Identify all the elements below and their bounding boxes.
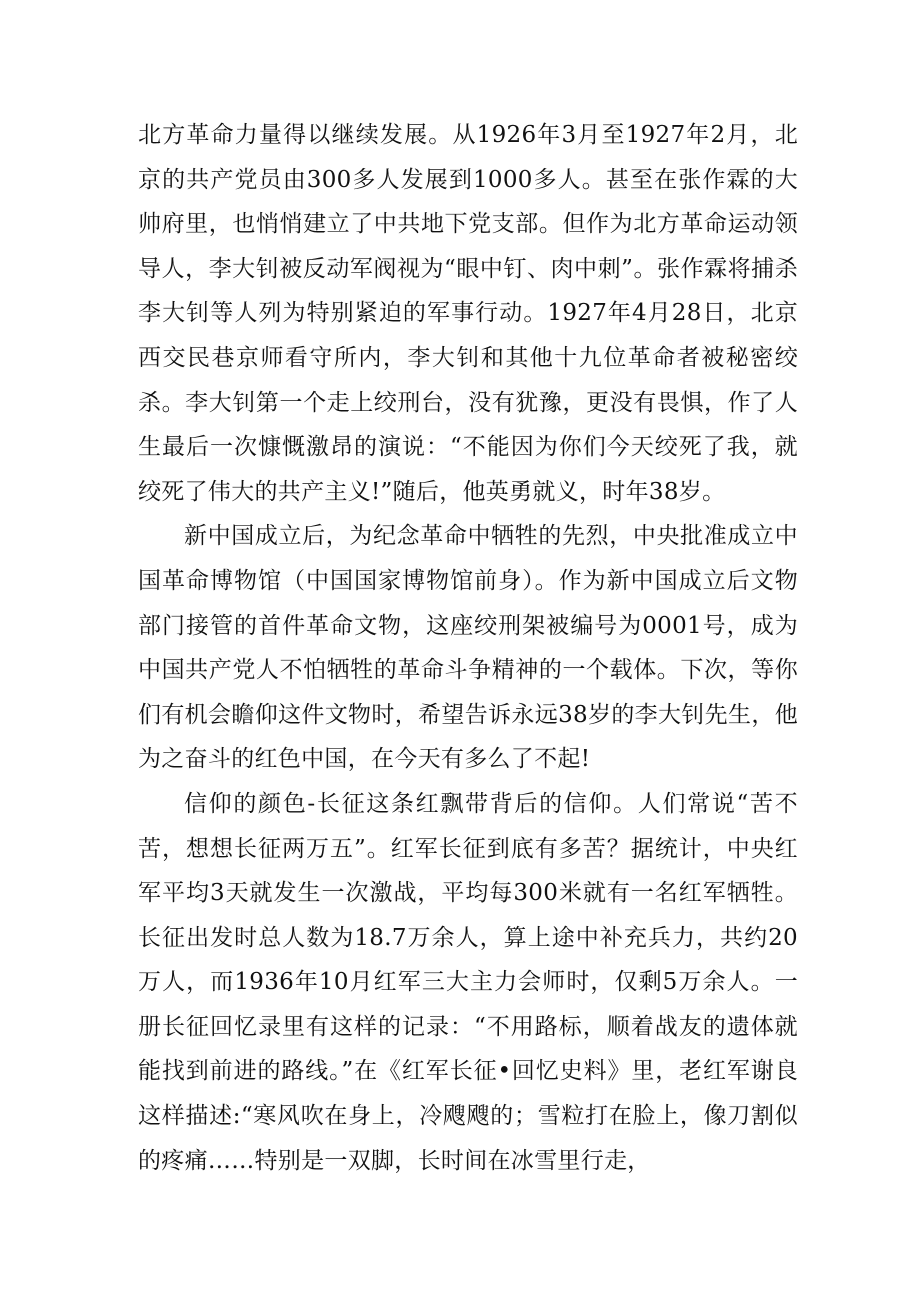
paragraph-3: 信仰的颜色-长征这条红飘带背后的信仰。人们常说“苦不苦，想想长征两万五”。红军长征到底有多苦？据统计，中央红军平均3天就发生一次激战，平均每300米就有一名红军牺牲。长征出发时总人数为18.7万余人，算上途中补充兵力，共约20万人，而1936年10月红军三大主力会师时，仅剩5万余人。一册长征回忆录里有这样的记录：“不用路标，顺着战友的遗体就能找到前进的路线。”在《红军长征•回忆史料》里，老红军谢良这样描述:“寒风吹在身上，冷飕飕的；雪粒打在脸上，像刀割似的疼痛……特别是一双脚，长时间在冰雪里行走，: [138, 790, 798, 1174]
paragraph-1: 北方革命力量得以继续发展。从1926年3月至1927年2月，北京的共产党员由300多人发展到1000多人。甚至在张作霖的大帅府里，也悄悄建立了中共地下党支部。但作为北方革命运动领导人，李大钊被反动军阀视为“眼中钉、肉中刺”。张作霖将捕杀李大钊等人列为特别紧迫的军事行动。1927年4月28日，北京西交民巷京师看守所内，李大钊和其他十九位革命者被秘密绞杀。李大钊第一个走上绞刑台，没有犹豫，更没有畏惧，作了人生最后一次慷慨激昂的演说：“不能因为你们今天绞死了我，就绞死了伟大的共产主义!”随后，他英勇就义，时年38岁。: [138, 122, 798, 505]
paragraph-2: 新中国成立后，为纪念革命中牺牲的先烈，中央批准成立中国革命博物馆（中国国家博物馆前身）。作为新中国成立后文物部门接管的首件革命文物，这座绞刑架被编号为0001号，成为中国共产党人不怕牺牲的革命斗争精神的一个载体。下次，等你们有机会瞻仰这件文物时，希望告诉永远38岁的李大钊先生，他为之奋斗的红色中国，在今天有多么了不起!: [138, 523, 798, 773]
document-page: [138, 113, 798, 1183]
